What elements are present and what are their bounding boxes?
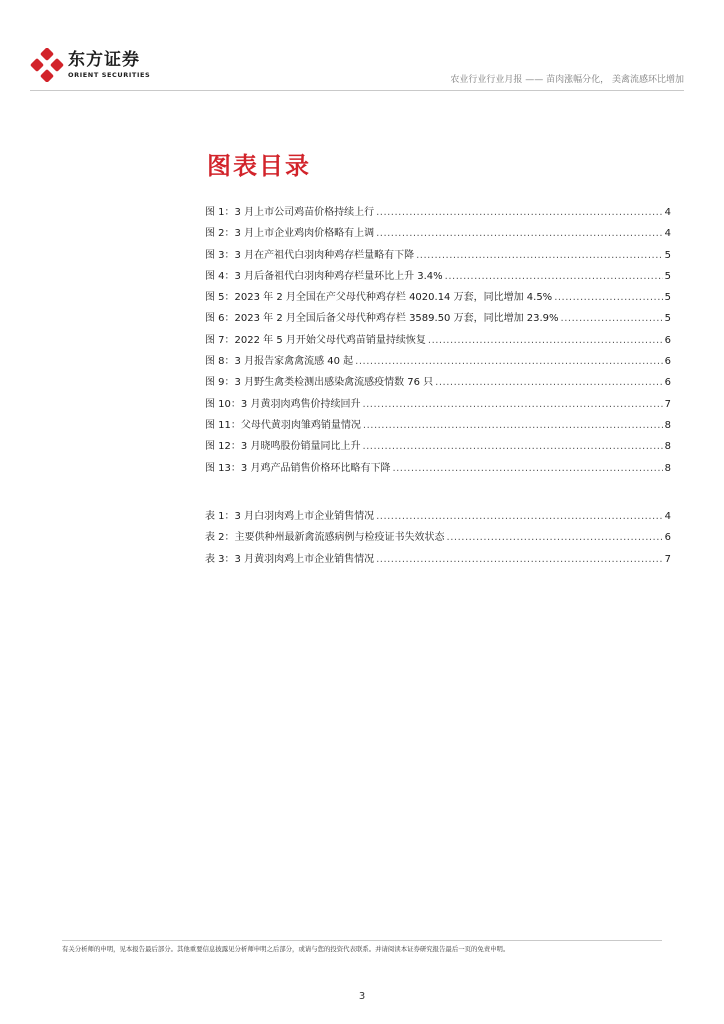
toc-figure-entry[interactable] — [205, 246, 671, 267]
toc-entry-label[interactable]: 图 9：3 月野生禽类检测出感染禽流感疫情数 76 只 — [205, 377, 434, 389]
toc-entry-label[interactable]: 图 6：2023 年 2 月全国后备父母代种鸡存栏 3589.50 万套，同比增加 23.9% — [205, 313, 559, 325]
toc-dot-leader — [376, 228, 663, 239]
toc-entry-page[interactable]: 4 — [664, 228, 671, 240]
toc-entry-page[interactable]: 8 — [664, 419, 671, 431]
toc-entry-label[interactable]: 图 3：3 月在产祖代白羽肉种鸡存栏量略有下降 — [205, 249, 415, 261]
toc-dot-leader — [376, 207, 663, 218]
toc-entry-page[interactable]: 4 — [664, 207, 671, 218]
toc-entry-label[interactable]: 图 7：2022 年 5 月开始父母代鸡苗销量持续恢复 — [205, 334, 426, 346]
toc-dot-leader — [445, 271, 663, 282]
toc-table-entry[interactable] — [205, 528, 671, 549]
toc-table-entry[interactable] — [205, 507, 671, 528]
toc-heading: 图表目录 — [207, 152, 311, 180]
toc-entry-page[interactable]: 4 — [664, 511, 671, 522]
toc-dot-leader — [376, 511, 663, 522]
toc-dot-leader — [416, 250, 663, 261]
toc-entry-page[interactable]: 6 — [664, 356, 671, 368]
toc-dot-leader — [435, 377, 662, 388]
toc-figure-entry[interactable] — [205, 459, 671, 480]
toc-dot-leader — [428, 335, 663, 346]
logo-english-name: ORIENT SECURITIES — [68, 70, 151, 79]
toc-entry-label[interactable]: 表 2：主要供种州最新禽流感病例与检疫证书失效状态 — [205, 532, 445, 544]
toc-entry-label[interactable]: 图 4：3 月后备祖代白羽肉种鸡存栏量环比上升 3.4% — [205, 270, 443, 282]
toc-entry-label[interactable]: 图 1：3 月上市公司鸡苗价格持续上行 — [205, 207, 375, 218]
company-logo — [30, 48, 150, 82]
toc-entry-label[interactable]: 图 10：3 月黄羽肉鸡售价持续回升 — [205, 398, 361, 410]
header-divider — [30, 90, 684, 91]
toc-figure-entry[interactable] — [205, 331, 671, 352]
toc-figure-entry[interactable] — [205, 437, 671, 458]
toc-entry-page[interactable]: 7 — [664, 553, 671, 565]
toc-entry-label[interactable]: 图 12：3 月晓鸣股份销量同比上升 — [205, 441, 361, 453]
orient-securities-logo-icon — [30, 48, 64, 82]
toc-dot-leader — [561, 313, 663, 324]
footer-disclaimer: 有关分析师的申明，见本报告最后部分。其他重要信息披露见分析师申明之后部分，或请与您的投资代表联系。并请阅读本证券研究报告最后一页的免责申明。 — [62, 945, 510, 953]
toc-figure-entry[interactable] — [205, 373, 671, 394]
toc-entry-label[interactable]: 图 2：3 月上市企业鸡肉价格略有上调 — [205, 228, 375, 240]
toc-entry-page[interactable]: 8 — [664, 441, 671, 453]
toc-figure-entry[interactable] — [205, 203, 671, 224]
toc-entry-page[interactable]: 5 — [664, 313, 671, 325]
toc-entry-label[interactable]: 图 8：3 月报告家禽禽流感 40 起 — [205, 356, 354, 368]
toc-dot-leader — [355, 356, 662, 367]
toc-figure-entry[interactable] — [205, 224, 671, 245]
toc-figure-entry[interactable] — [205, 416, 671, 437]
toc-entry-page[interactable]: 5 — [664, 270, 671, 282]
toc-table-entry[interactable] — [205, 550, 671, 571]
toc-entry-page[interactable]: 7 — [664, 398, 671, 410]
toc-figure-entry[interactable] — [205, 267, 671, 288]
table-toc-list — [205, 507, 671, 571]
toc-figure-entry[interactable] — [205, 395, 671, 416]
toc-entry-label[interactable]: 图 11：父母代黄羽肉雏鸡销量情况 — [205, 419, 361, 431]
footer-divider — [62, 940, 662, 941]
toc-figure-entry[interactable] — [205, 288, 671, 309]
toc-entry-page[interactable]: 6 — [664, 377, 671, 389]
logo-chinese-name: 东方证券 — [68, 49, 140, 70]
toc-entry-page[interactable]: 6 — [664, 532, 671, 544]
toc-dot-leader — [392, 463, 662, 474]
toc-entry-page[interactable]: 5 — [664, 249, 671, 261]
report-title: 农业行业行业月报 —— 苗肉涨幅分化， 美禽流感环比增加 — [450, 75, 684, 85]
toc-figure-entry[interactable] — [205, 309, 671, 330]
toc-figure-entry[interactable] — [205, 352, 671, 373]
toc-dot-leader — [447, 532, 663, 543]
toc-entry-label[interactable]: 图 13：3 月鸡产品销售价格环比略有下降 — [205, 462, 391, 474]
toc-dot-leader — [363, 420, 663, 431]
figure-toc-list — [205, 203, 671, 480]
toc-dot-leader — [362, 399, 662, 410]
toc-entry-page[interactable]: 6 — [664, 334, 671, 346]
toc-dot-leader — [376, 554, 663, 565]
toc-entry-label[interactable]: 图 5：2023 年 2 月全国在产父母代种鸡存栏 4020.14 万套，同比增加 4.5% — [205, 292, 553, 304]
toc-entry-page[interactable]: 8 — [664, 462, 671, 474]
toc-entry-page[interactable]: 5 — [664, 292, 671, 304]
page-number: 3 — [358, 991, 366, 1002]
toc-dot-leader — [362, 441, 662, 452]
toc-dot-leader — [554, 292, 662, 303]
toc-entry-label[interactable]: 表 3：3 月黄羽肉鸡上市企业销售情况 — [205, 553, 375, 565]
toc-entry-label[interactable]: 表 1：3 月白羽肉鸡上市企业销售情况 — [205, 511, 375, 522]
page-header — [30, 48, 684, 90]
